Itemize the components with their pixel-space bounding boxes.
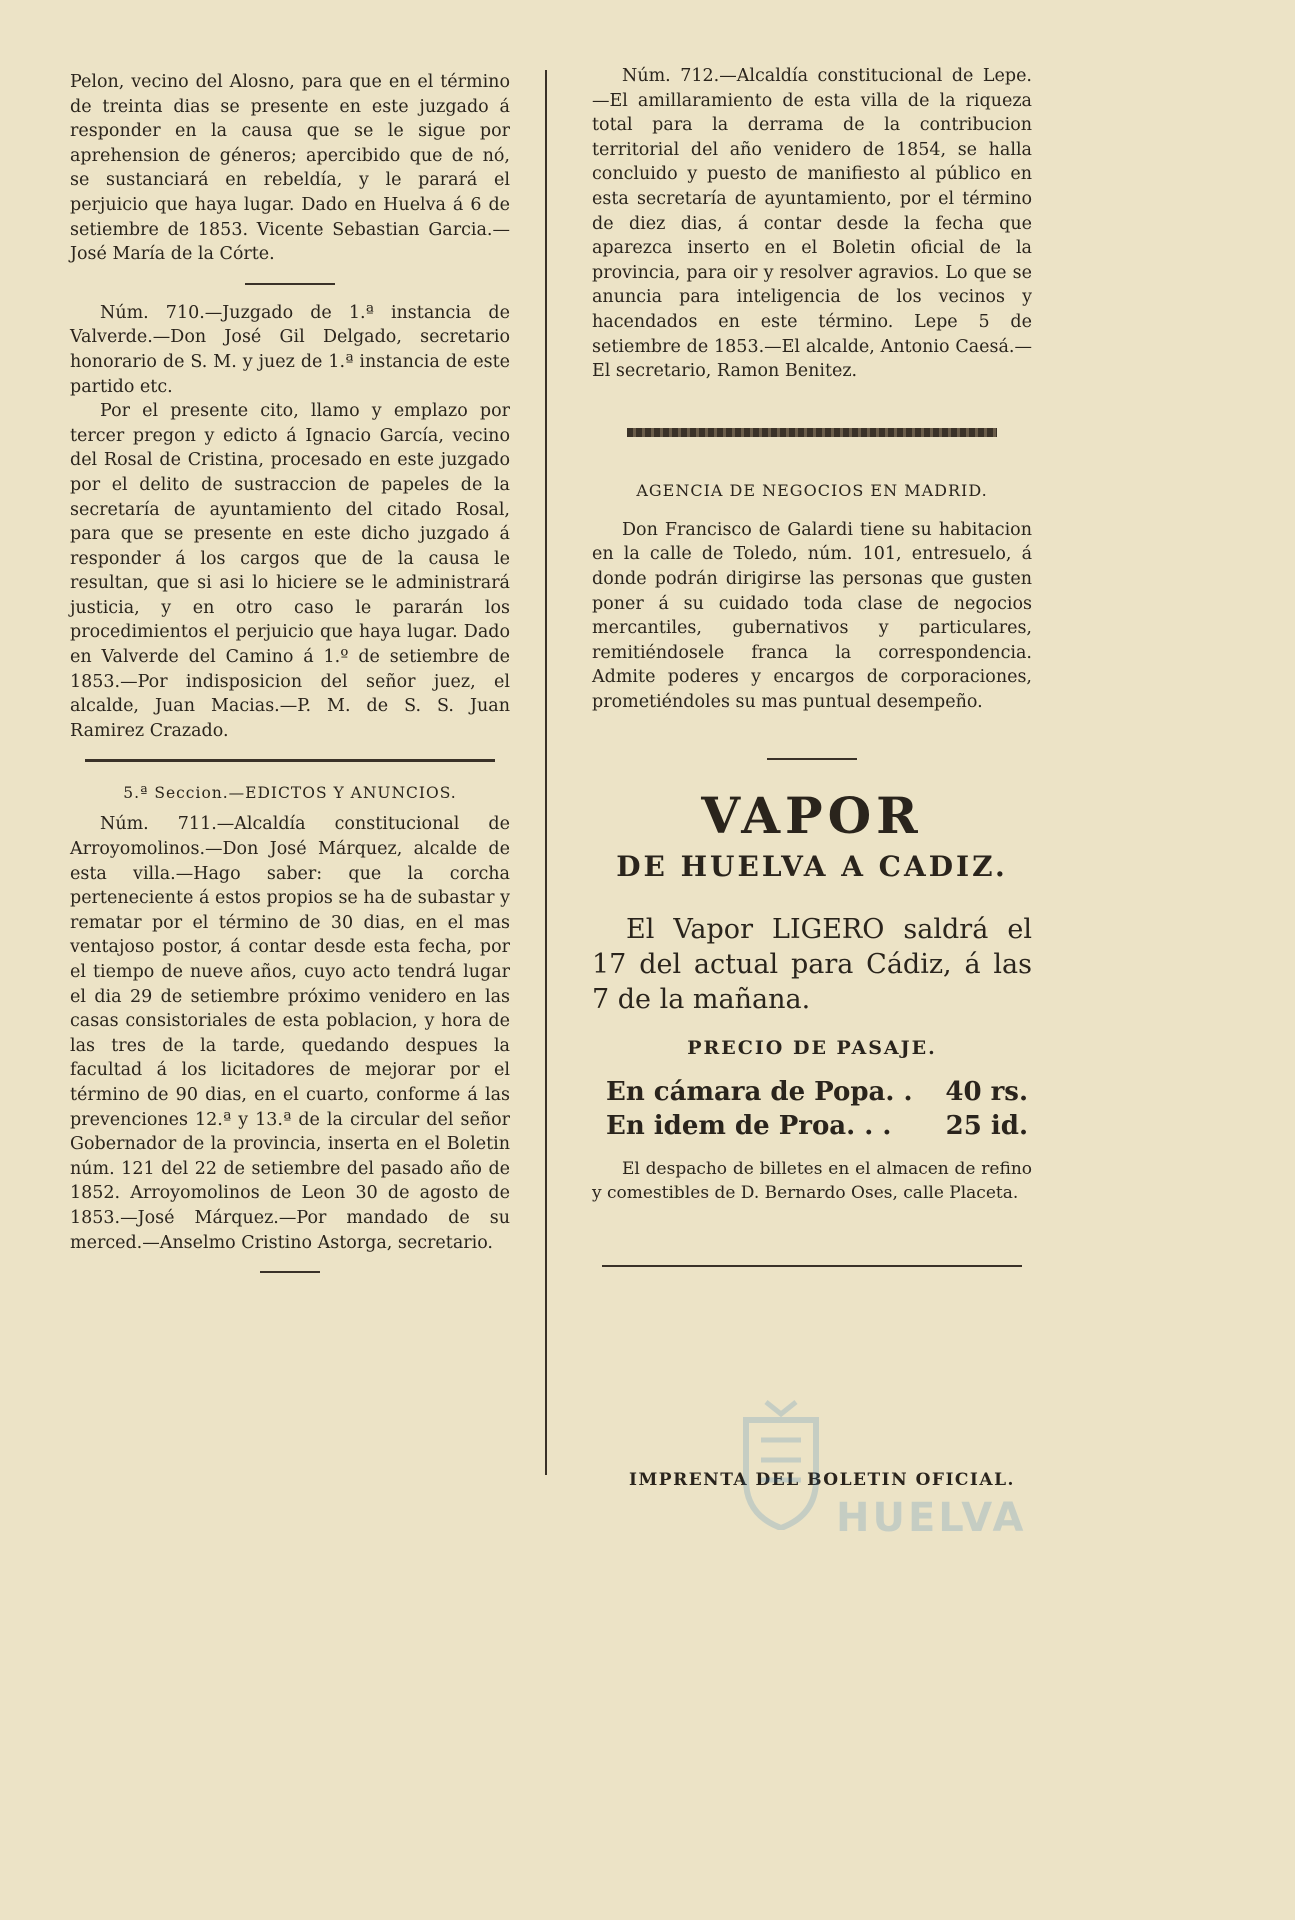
footer-divider	[602, 1265, 1022, 1267]
price-row-popa	[606, 1075, 1028, 1109]
ornament-divider	[245, 283, 335, 285]
right-column	[592, 64, 1032, 1267]
notice-710-heading: Núm. 710.—Juzgado de 1.ª instancia de Valverde.—Don José Gil Delgado, secretario honorario de S. M. y juez de 1.ª instancia de este partido etc.	[70, 302, 510, 397]
watermark-text: HUELVA	[836, 1495, 1027, 1541]
notice-712: Núm. 712.—Alcaldía constitucional de Lepe.—El amillaramiento de esta villa de la riqueza total para la derrama de la contribucion territorial del año venidero de 1854, se halla concluido y puesto de manifiesto al público en esta secretaría de ayuntamiento, por el término de diez dias, á contar desde la fecha que aparezca inserto en el Boletin oficial de la provincia, para oir y resolver agravios. Lo que se anuncia para inteligencia de los vecinos y hacendados en este término. Lepe 5 de setiembre de 1853.—El alcalde, Antonio Caesá.—El secretario, Ramon Benitez.	[592, 66, 1032, 382]
vapor-announcement: El Vapor LIGERO saldrá el 17 del actual para Cádiz, á las 7 de la mañana.	[592, 914, 1032, 1016]
notice-710-body: Por el presente cito, llamo y emplazo por tercer pregon y edicto á Ignacio García, vecino del Rosal de Cristina, procesado en este juzgado por el delito de sustraccion de papeles de la secretaría de ayuntamiento del citado Rosal, para que se presente en este dicho juzgado á responder á los cargos que de la causa le resultan, que si asi lo hiciere se le administrará justicia, y en otro caso le pararán los procedimientos el perjuicio que haya lugar. Dado en Valverde del Camino á 1.º de setiembre de 1853.—Por indisposicion del señor juez, el alcalde, Juan Macias.—P. M. de S. S. Juan Ramirez Crazado.	[70, 401, 510, 741]
price-label: En cámara de Popa. .	[606, 1077, 913, 1108]
printer-imprint: IMPRENTA DEL BOLETIN OFICIAL.	[629, 1470, 1015, 1490]
column-rule	[545, 70, 547, 1475]
section-heading: 5.ª Seccion.—EDICTOS Y ANUNCIOS.	[123, 784, 457, 803]
section-divider	[85, 759, 495, 762]
coat-of-arms-icon	[736, 1400, 826, 1530]
price-heading: PRECIO DE PASAJE.	[687, 1037, 937, 1060]
agency-notice: Don Francisco de Galardi tiene su habitacion en la calle de Toledo, núm. 101, entresuelo, á donde podrán dirigirse las personas que gusten poner á su cuidado toda clase de negocios mercantiles, gubernativos y particulares, remitiéndosele franca la correspondencia. Admite poderes y encargos de corporaciones, prometiéndoles su mas puntual desempeño.	[592, 519, 1032, 712]
price-value: 40 rs.	[945, 1077, 1028, 1108]
archive-watermark	[736, 1400, 1036, 1540]
agency-heading: AGENCIA DE NEGOCIOS EN MADRID.	[636, 480, 988, 500]
notice-711: Núm. 711.—Alcaldía constitucional de Arroyomolinos.—Don José Márquez, alcalde de esta villa.—Hago saber: que la corcha perteneciente á estos propios se ha de subastar y rematar por el término de 30 dias, en el mas ventajoso postor, á contar desde esta fecha, por el tiempo de nueve años, cuyo acto tendrá lugar el dia 29 de setiembre próximo venidero en las casas consistoriales de esta poblacion, y hora de las tres de la tarde, quedando despues la facultad á los licitadores de mejorar por el término de 90 dias, en el cuarto, conforme á las prevenciones 12.ª y 13.ª de la circular del señor Gobernador de la provincia, inserta en el Boletin núm. 121 del 22 de setiembre del pasado año de 1852. Arroyomolinos de Leon 30 de agosto de 1853.—José Márquez.—Por mandado de su merced.—Anselmo Cristino Astorga, secretario.	[70, 814, 510, 1253]
price-label: En idem de Proa. . .	[606, 1111, 892, 1142]
notice-709-continuation: Pelon, vecino del Alosno, para que en el término de treinta dias se presente en este juzgado á responder en la causa que se le sigue por aprehension de géneros; apercibido que de nó, se sustanciará en rebeldía, y le parará el perjuicio que haya lugar. Dado en Huelva á 6 de setiembre de 1853. Vicente Sebastian Garcia.—José María de la Córte.	[70, 72, 510, 265]
ticket-office-notice: El despacho de billetes en el almacen de refino y comestibles de D. Bernardo Oses, calle Placeta.	[592, 1159, 1032, 1204]
ornament-divider-end	[260, 1271, 320, 1273]
left-column	[70, 70, 510, 1289]
ornament-bar	[627, 428, 997, 437]
ornament-divider-small	[767, 758, 857, 760]
vapor-subtitle: DE HUELVA A CADIZ.	[616, 850, 1008, 884]
price-row-proa	[606, 1109, 1028, 1143]
price-value: 25 id.	[945, 1111, 1028, 1142]
vapor-title: VAPOR	[701, 786, 923, 846]
